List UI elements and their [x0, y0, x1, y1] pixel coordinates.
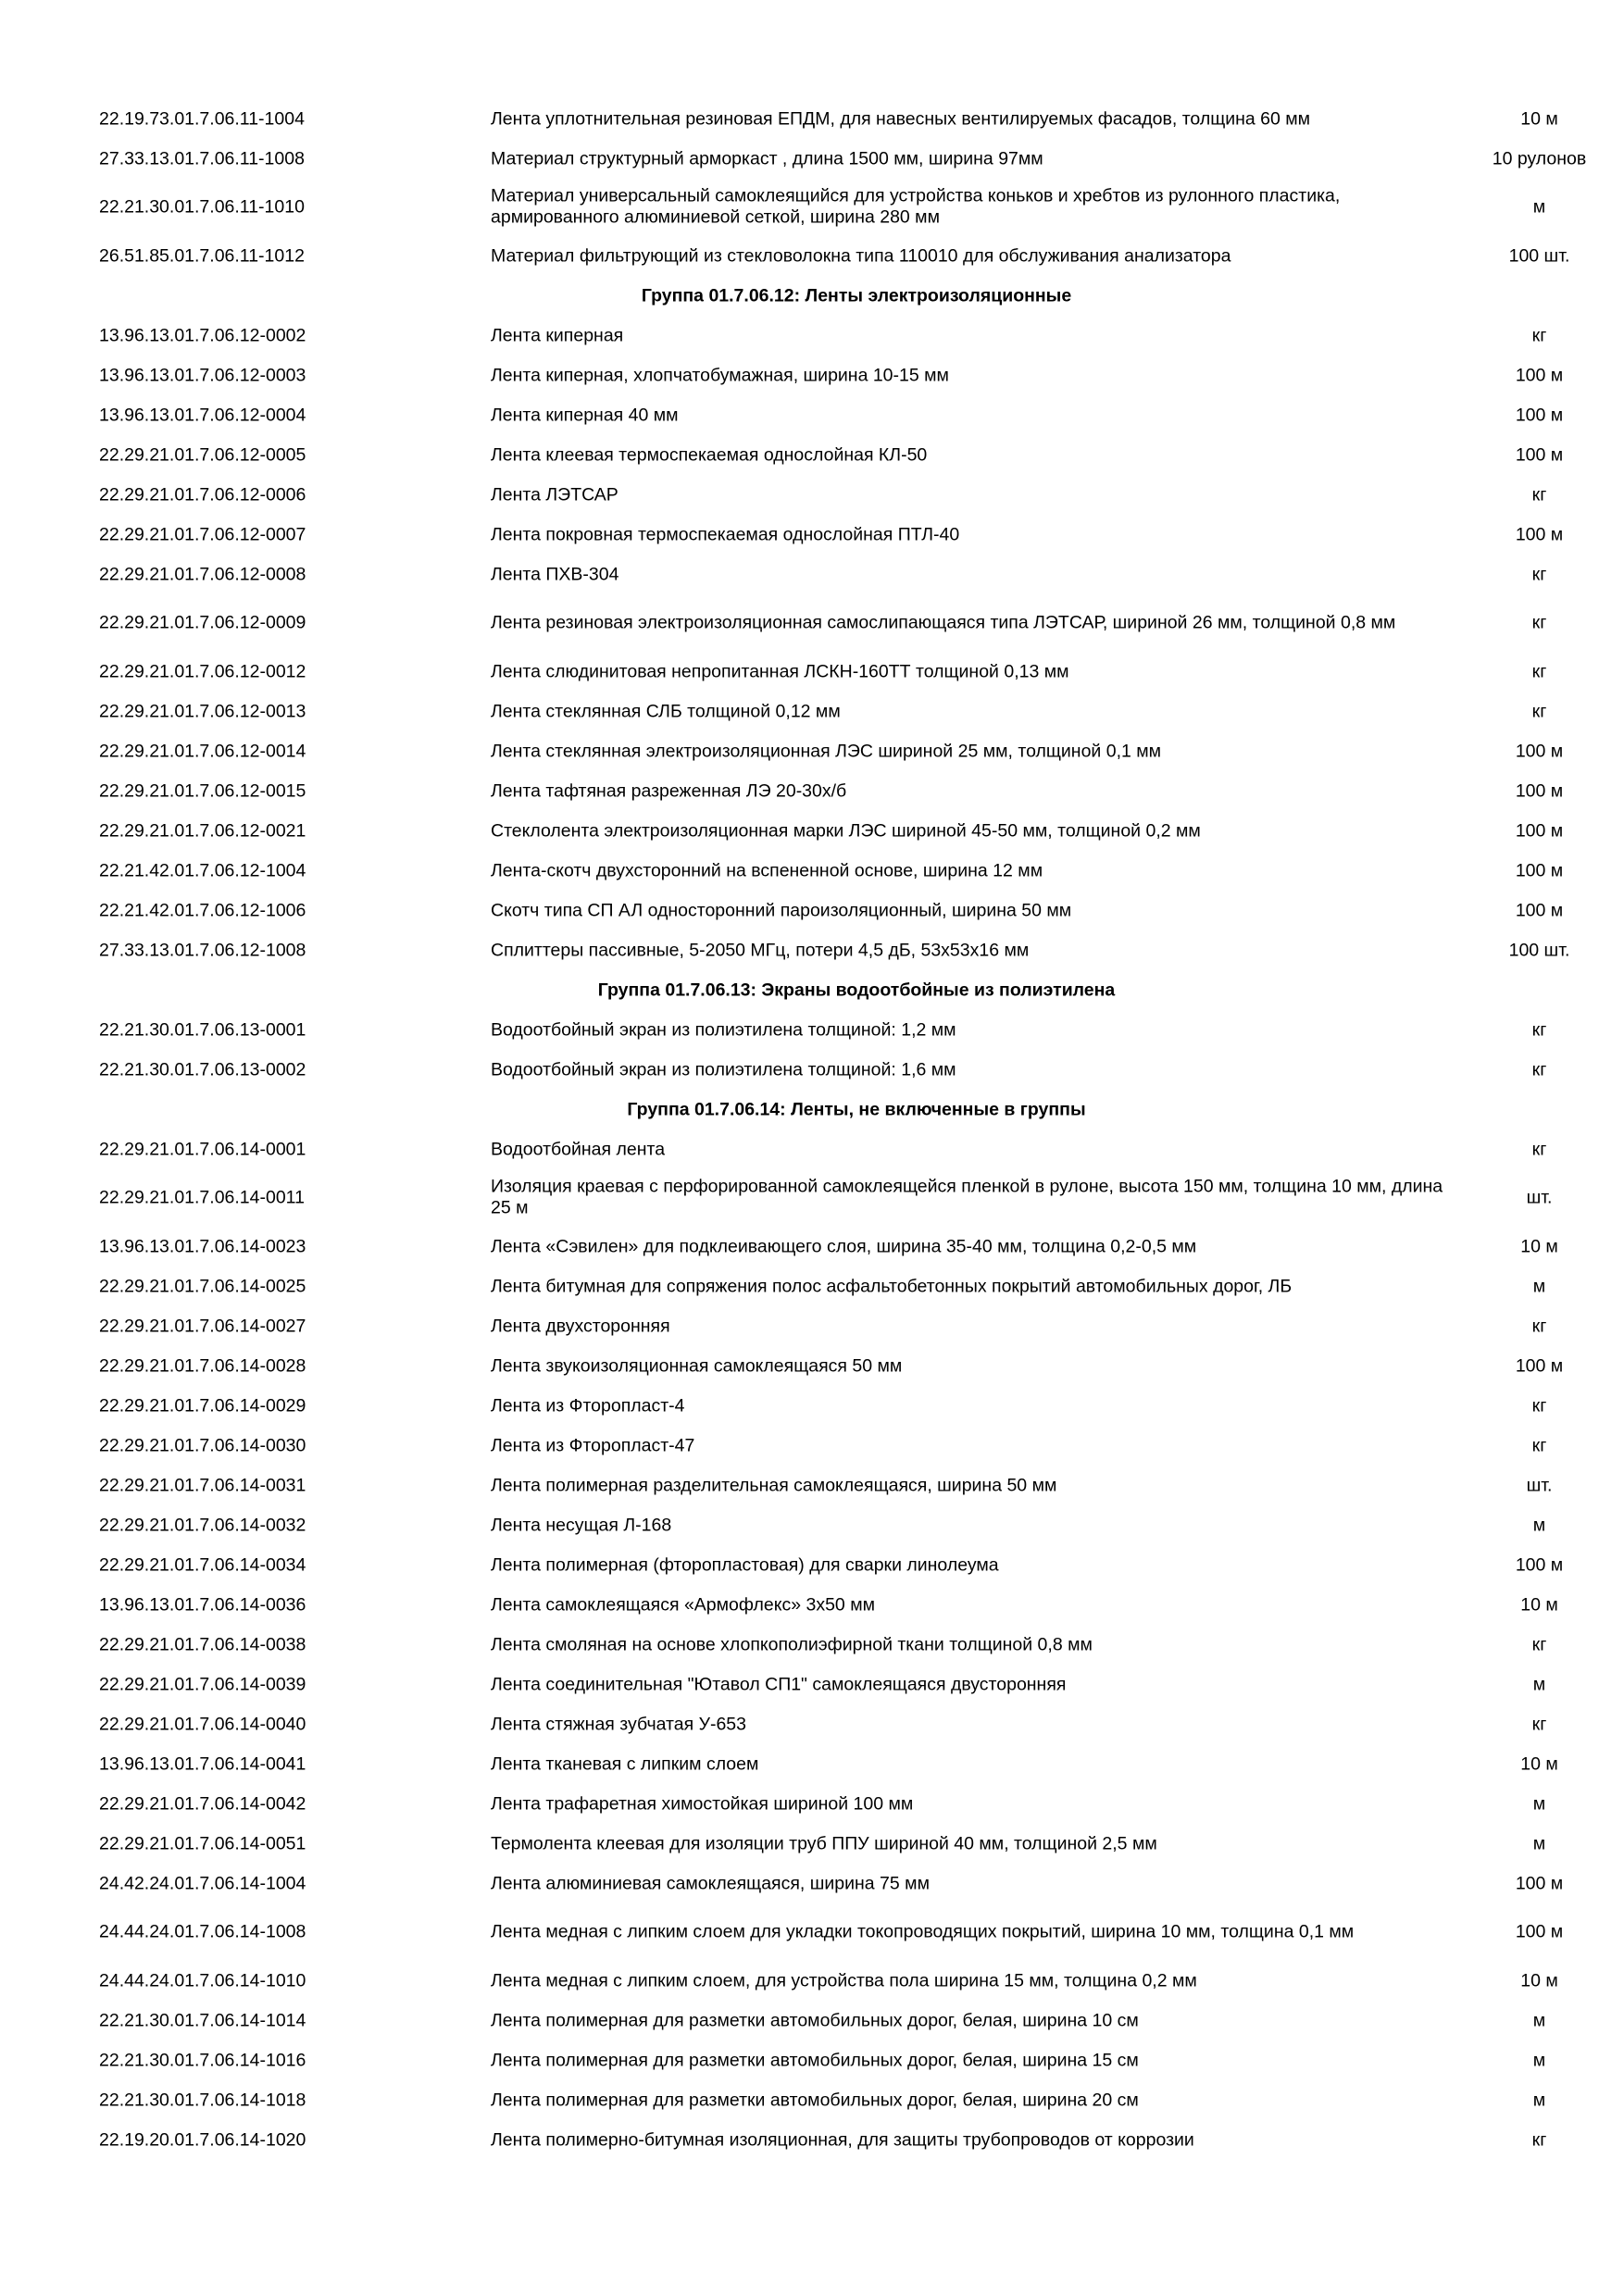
item-code: 22.29.21.01.7.06.14-0051	[99, 1832, 306, 1853]
item-name: Водоотбойный экран из полиэтилена толщиной: 1,2 мм	[491, 1018, 956, 1040]
item-name: Лента клеевая термоспекаемая однослойная КЛ-50	[491, 443, 928, 465]
table-row	[0, 1050, 1624, 1090]
table-row	[0, 1466, 1624, 1505]
item-name: Лента самоклеящаяся «Армофлекс» 3х50 мм	[491, 1593, 876, 1615]
item-unit: 100 м	[1515, 364, 1564, 385]
table-row	[0, 731, 1624, 771]
item-unit: кг	[1531, 1633, 1547, 1654]
item-code: 26.51.85.01.7.06.11-1012	[99, 244, 305, 266]
item-name: Лента звукоизоляционная самоклеящаяся 50 мм	[491, 1354, 903, 1376]
item-unit: м	[1532, 196, 1546, 218]
table-row	[0, 1903, 1624, 1961]
item-name: Лента тафтяная разреженная ЛЭ 20-30х/б	[491, 780, 847, 801]
table-row	[0, 1704, 1624, 1744]
table-row	[0, 395, 1624, 435]
item-name: Лента стяжная зубчатая У-653	[491, 1713, 746, 1734]
item-unit: м	[1532, 1514, 1546, 1535]
item-unit: кг	[1531, 612, 1547, 633]
item-name: Лента из Фторопласт-4	[491, 1394, 685, 1416]
item-unit: м	[1532, 1792, 1546, 1814]
item-unit: 100 м	[1515, 899, 1564, 920]
table-row	[0, 236, 1624, 276]
item-unit: м	[1532, 2049, 1546, 2070]
item-unit: кг	[1531, 1394, 1547, 1416]
item-name: Водоотбойный экран из полиэтилена толщиной: 1,6 мм	[491, 1058, 956, 1079]
item-name: Материал фильтрующий из стекловолокна типа 110010 для обслуживания анализатора	[491, 244, 1231, 266]
item-code: 22.21.30.01.7.06.13-0001	[99, 1018, 306, 1040]
table-row	[0, 2001, 1624, 2040]
item-unit: кг	[1531, 2128, 1547, 2150]
item-code: 22.29.21.01.7.06.12-0006	[99, 483, 306, 505]
item-name: Лента ЛЭТСАР	[491, 483, 618, 505]
item-code: 22.29.21.01.7.06.14-0034	[99, 1554, 306, 1575]
item-name: Лента трафаретная химостойкая шириной 100 мм	[491, 1792, 914, 1814]
table-row	[0, 99, 1624, 139]
item-code: 24.44.24.01.7.06.14-1008	[99, 1921, 306, 1942]
item-unit: м	[1532, 2089, 1546, 2110]
table-row	[0, 1961, 1624, 2001]
item-unit: 100 м	[1515, 780, 1564, 801]
table-row	[0, 1625, 1624, 1665]
item-unit: кг	[1531, 660, 1547, 681]
item-unit: 100 м	[1515, 1554, 1564, 1575]
item-unit: м	[1532, 1832, 1546, 1853]
item-unit: кг	[1531, 563, 1547, 584]
group-header	[0, 1090, 1624, 1129]
item-unit: 100 м	[1515, 404, 1564, 425]
item-name: Лента полимерная разделительная самоклеящаяся, ширина 50 мм	[491, 1474, 1057, 1495]
item-unit: 10 м	[1520, 1593, 1558, 1615]
group-title: Группа 01.7.06.12: Ленты электроизоляционные	[641, 284, 1072, 306]
table-row	[0, 1744, 1624, 1784]
item-name: Лента из Фторопласт-47	[491, 1434, 695, 1455]
item-code: 22.21.30.01.7.06.14-1016	[99, 2049, 306, 2070]
item-code: 22.29.21.01.7.06.14-0038	[99, 1633, 306, 1654]
item-unit: 100 шт.	[1508, 244, 1570, 266]
item-name: Лента медная с липким слоем для укладки токопроводящих покрытий, ширина 10 мм, толщина 0,1 мм	[491, 1921, 1355, 1942]
item-code: 24.42.24.01.7.06.14-1004	[99, 1872, 306, 1893]
item-unit: м	[1532, 1275, 1546, 1296]
item-code: 13.96.13.01.7.06.14-0041	[99, 1753, 306, 1774]
item-unit: кг	[1531, 1713, 1547, 1734]
item-unit: кг	[1531, 1434, 1547, 1455]
item-name: Сплиттеры пассивные, 5-2050 МГц, потери 4,5 дБ, 53х53х16 мм	[491, 939, 1030, 960]
item-name: Лента медная с липким слоем, для устройства пола ширина 15 мм, толщина 0,2 мм	[491, 1969, 1197, 1990]
item-name: Скотч типа СП АЛ односторонний пароизоляционный, ширина 50 мм	[491, 899, 1072, 920]
item-name: Лента покровная термоспекаемая однослойная ПТЛ-40	[491, 523, 960, 544]
table-row	[0, 1267, 1624, 1306]
item-code: 22.29.21.01.7.06.14-0001	[99, 1138, 306, 1159]
item-name: Лента полимерно-битумная изоляционная, для защиты трубопроводов от коррозии	[491, 2128, 1194, 2150]
item-name: Лента киперная 40 мм	[491, 404, 679, 425]
item-unit: 10 м	[1520, 107, 1558, 129]
item-unit: 100 м	[1515, 819, 1564, 841]
table-row	[0, 1010, 1624, 1050]
item-code: 24.44.24.01.7.06.14-1010	[99, 1969, 306, 1990]
table-row	[0, 891, 1624, 930]
table-row	[0, 1864, 1624, 1903]
item-name: Лента стеклянная СЛБ толщиной 0,12 мм	[491, 700, 841, 721]
item-unit: 100 м	[1515, 1872, 1564, 1893]
item-code: 22.29.21.01.7.06.14-0042	[99, 1792, 306, 1814]
table-row	[0, 356, 1624, 395]
item-unit: м	[1532, 2009, 1546, 2030]
item-code: 22.29.21.01.7.06.14-0011	[99, 1187, 305, 1208]
item-unit: шт.	[1526, 1474, 1553, 1495]
item-code: 22.29.21.01.7.06.14-0031	[99, 1474, 306, 1495]
item-unit: 100 м	[1515, 1921, 1564, 1942]
table-row	[0, 515, 1624, 555]
item-code: 22.29.21.01.7.06.14-0032	[99, 1514, 306, 1535]
table-row	[0, 771, 1624, 811]
table-row	[0, 930, 1624, 970]
item-name: Лента ПХВ-304	[491, 563, 619, 584]
item-code: 22.29.21.01.7.06.14-0029	[99, 1394, 306, 1416]
table-row	[0, 652, 1624, 692]
table-row	[0, 139, 1624, 179]
item-name: Лента полимерная для разметки автомобильных дорог, белая, ширина 15 см	[491, 2049, 1139, 2070]
item-unit: 100 м	[1515, 523, 1564, 544]
item-name: Материал универсальный самоклеящийся для устройства коньков и хребтов из рулонного пластика, армированного алюминиевой сеткой, ширина 280 мм	[491, 185, 1341, 228]
item-name: Лента полимерная (фторопластовая) для сварки линолеума	[491, 1554, 999, 1575]
item-code: 22.29.21.01.7.06.14-0030	[99, 1434, 306, 1455]
item-name: Лента киперная, хлопчатобумажная, ширина 10-15 мм	[491, 364, 949, 385]
item-unit: кг	[1531, 1315, 1547, 1336]
table-row	[0, 1227, 1624, 1267]
group-title: Группа 01.7.06.14: Ленты, не включенные в группы	[627, 1098, 1086, 1119]
item-name: Материал структурный арморкаст , длина 1500 мм, ширина 97мм	[491, 147, 1043, 168]
group-header	[0, 276, 1624, 316]
item-unit: шт.	[1526, 1187, 1553, 1208]
table-row	[0, 475, 1624, 515]
item-code: 22.21.30.01.7.06.14-1014	[99, 2009, 306, 2030]
item-name: Лента слюдинитовая непропитанная ЛСКН-160ТТ толщиной 0,13 мм	[491, 660, 1069, 681]
table-row	[0, 1346, 1624, 1386]
item-unit: 100 м	[1515, 443, 1564, 465]
item-code: 22.21.42.01.7.06.12-1004	[99, 859, 306, 880]
table-row	[0, 1129, 1624, 1169]
item-unit: кг	[1531, 1138, 1547, 1159]
item-name: Водоотбойная лента	[491, 1138, 666, 1159]
item-name: Лента «Сэвилен» для подклеивающего слоя, ширина 35-40 мм, толщина 0,2-0,5 мм	[491, 1235, 1197, 1256]
item-code: 22.29.21.01.7.06.12-0008	[99, 563, 306, 584]
table-row	[0, 2040, 1624, 2080]
item-name: Лента стеклянная электроизоляционная ЛЭС шириной 25 мм, толщиной 0,1 мм	[491, 740, 1162, 761]
item-code: 22.19.20.01.7.06.14-1020	[99, 2128, 306, 2150]
item-name: Лента резиновая электроизоляционная самослипающаяся типа ЛЭТСАР, шириной 26 мм, толщиной 0,8 мм	[491, 612, 1396, 633]
item-name: Стеклолента электроизоляционная марки ЛЭС шириной 45-50 мм, толщиной 0,2 мм	[491, 819, 1201, 841]
item-code: 22.29.21.01.7.06.14-0040	[99, 1713, 306, 1734]
item-name: Лента-скотч двухсторонний на вспененной основе, ширина 12 мм	[491, 859, 1043, 880]
item-code: 22.29.21.01.7.06.12-0015	[99, 780, 306, 801]
item-code: 27.33.13.01.7.06.12-1008	[99, 939, 306, 960]
item-unit: м	[1532, 1673, 1546, 1694]
item-name: Лента несущая Л-168	[491, 1514, 672, 1535]
table-row	[0, 1585, 1624, 1625]
item-code: 13.96.13.01.7.06.12-0002	[99, 324, 306, 345]
item-unit: кг	[1531, 1018, 1547, 1040]
item-code: 22.29.21.01.7.06.12-0009	[99, 612, 306, 633]
item-unit: кг	[1531, 700, 1547, 721]
table-row	[0, 851, 1624, 891]
table-row	[0, 1505, 1624, 1545]
item-name: Лента смоляная на основе хлопкополиэфирной ткани толщиной 0,8 мм	[491, 1633, 1093, 1654]
item-unit: кг	[1531, 1058, 1547, 1079]
item-unit: 10 м	[1520, 1235, 1558, 1256]
item-unit: 100 м	[1515, 859, 1564, 880]
item-unit: кг	[1531, 483, 1547, 505]
table-row	[0, 692, 1624, 731]
item-name: Лента алюминиевая самоклеящаяся, ширина 75 мм	[491, 1872, 930, 1893]
item-name: Лента двухсторонняя	[491, 1315, 670, 1336]
item-code: 27.33.13.01.7.06.11-1008	[99, 147, 305, 168]
item-code: 22.29.21.01.7.06.12-0021	[99, 819, 306, 841]
item-code: 22.21.42.01.7.06.12-1006	[99, 899, 306, 920]
item-code: 22.29.21.01.7.06.12-0007	[99, 523, 306, 544]
item-name: Лента полимерная для разметки автомобильных дорог, белая, ширина 10 см	[491, 2009, 1139, 2030]
table-row	[0, 1306, 1624, 1346]
item-code: 22.29.21.01.7.06.12-0012	[99, 660, 306, 681]
item-code: 13.96.13.01.7.06.12-0004	[99, 404, 306, 425]
item-code: 22.29.21.01.7.06.12-0013	[99, 700, 306, 721]
price-table	[0, 99, 1624, 2160]
table-row	[0, 2080, 1624, 2120]
item-code: 22.29.21.01.7.06.14-0039	[99, 1673, 306, 1694]
item-code: 22.29.21.01.7.06.14-0027	[99, 1315, 306, 1336]
table-row	[0, 2120, 1624, 2160]
item-name: Термолента клеевая для изоляции труб ППУ шириной 40 мм, толщиной 2,5 мм	[491, 1832, 1157, 1853]
item-name: Лента киперная	[491, 324, 624, 345]
table-row	[0, 1665, 1624, 1704]
item-unit: кг	[1531, 324, 1547, 345]
item-name: Лента соединительная "Ютавол СП1" самоклеящаяся двусторонняя	[491, 1673, 1067, 1694]
item-name: Лента полимерная для разметки автомобильных дорог, белая, ширина 20 см	[491, 2089, 1139, 2110]
item-unit: 100 шт.	[1508, 939, 1570, 960]
item-unit: 10 рулонов	[1492, 147, 1587, 168]
item-unit: 10 м	[1520, 1969, 1558, 1990]
table-row	[0, 1426, 1624, 1466]
table-row	[0, 316, 1624, 356]
item-unit: 100 м	[1515, 740, 1564, 761]
table-row	[0, 1784, 1624, 1824]
table-row	[0, 1386, 1624, 1426]
item-name: Лента битумная для сопряжения полос асфальтобетонных покрытий автомобильных дорог, ЛБ	[491, 1275, 1293, 1296]
item-unit: 10 м	[1520, 1753, 1558, 1774]
item-name: Лента уплотнительная резиновая ЕПДМ, для навесных вентилируемых фасадов, толщина 60 мм	[491, 107, 1311, 129]
item-code: 13.96.13.01.7.06.12-0003	[99, 364, 306, 385]
item-name: Изоляция краевая с перфорированной самоклеящейся пленкой в рулоне, высота 150 мм, толщина 10 мм, длина 25 м	[491, 1176, 1443, 1218]
item-code: 22.21.30.01.7.06.14-1018	[99, 2089, 306, 2110]
table-row	[0, 1545, 1624, 1585]
item-code: 22.19.73.01.7.06.11-1004	[99, 107, 305, 129]
table-row	[0, 179, 1624, 236]
item-code: 22.21.30.01.7.06.13-0002	[99, 1058, 306, 1079]
item-code: 22.29.21.01.7.06.14-0025	[99, 1275, 306, 1296]
table-row	[0, 1169, 1624, 1227]
group-title: Группа 01.7.06.13: Экраны водоотбойные из полиэтилена	[597, 979, 1116, 1000]
item-code: 22.21.30.01.7.06.11-1010	[99, 196, 305, 218]
item-unit: 100 м	[1515, 1354, 1564, 1376]
table-row	[0, 1824, 1624, 1864]
item-code: 13.96.13.01.7.06.14-0023	[99, 1235, 306, 1256]
table-row	[0, 594, 1624, 652]
table-row	[0, 435, 1624, 475]
table-row	[0, 811, 1624, 851]
item-name: Лента тканевая с липким слоем	[491, 1753, 759, 1774]
item-code: 13.96.13.01.7.06.14-0036	[99, 1593, 306, 1615]
group-header	[0, 970, 1624, 1010]
item-code: 22.29.21.01.7.06.12-0014	[99, 740, 306, 761]
table-row	[0, 555, 1624, 594]
item-code: 22.29.21.01.7.06.14-0028	[99, 1354, 306, 1376]
item-code: 22.29.21.01.7.06.12-0005	[99, 443, 306, 465]
